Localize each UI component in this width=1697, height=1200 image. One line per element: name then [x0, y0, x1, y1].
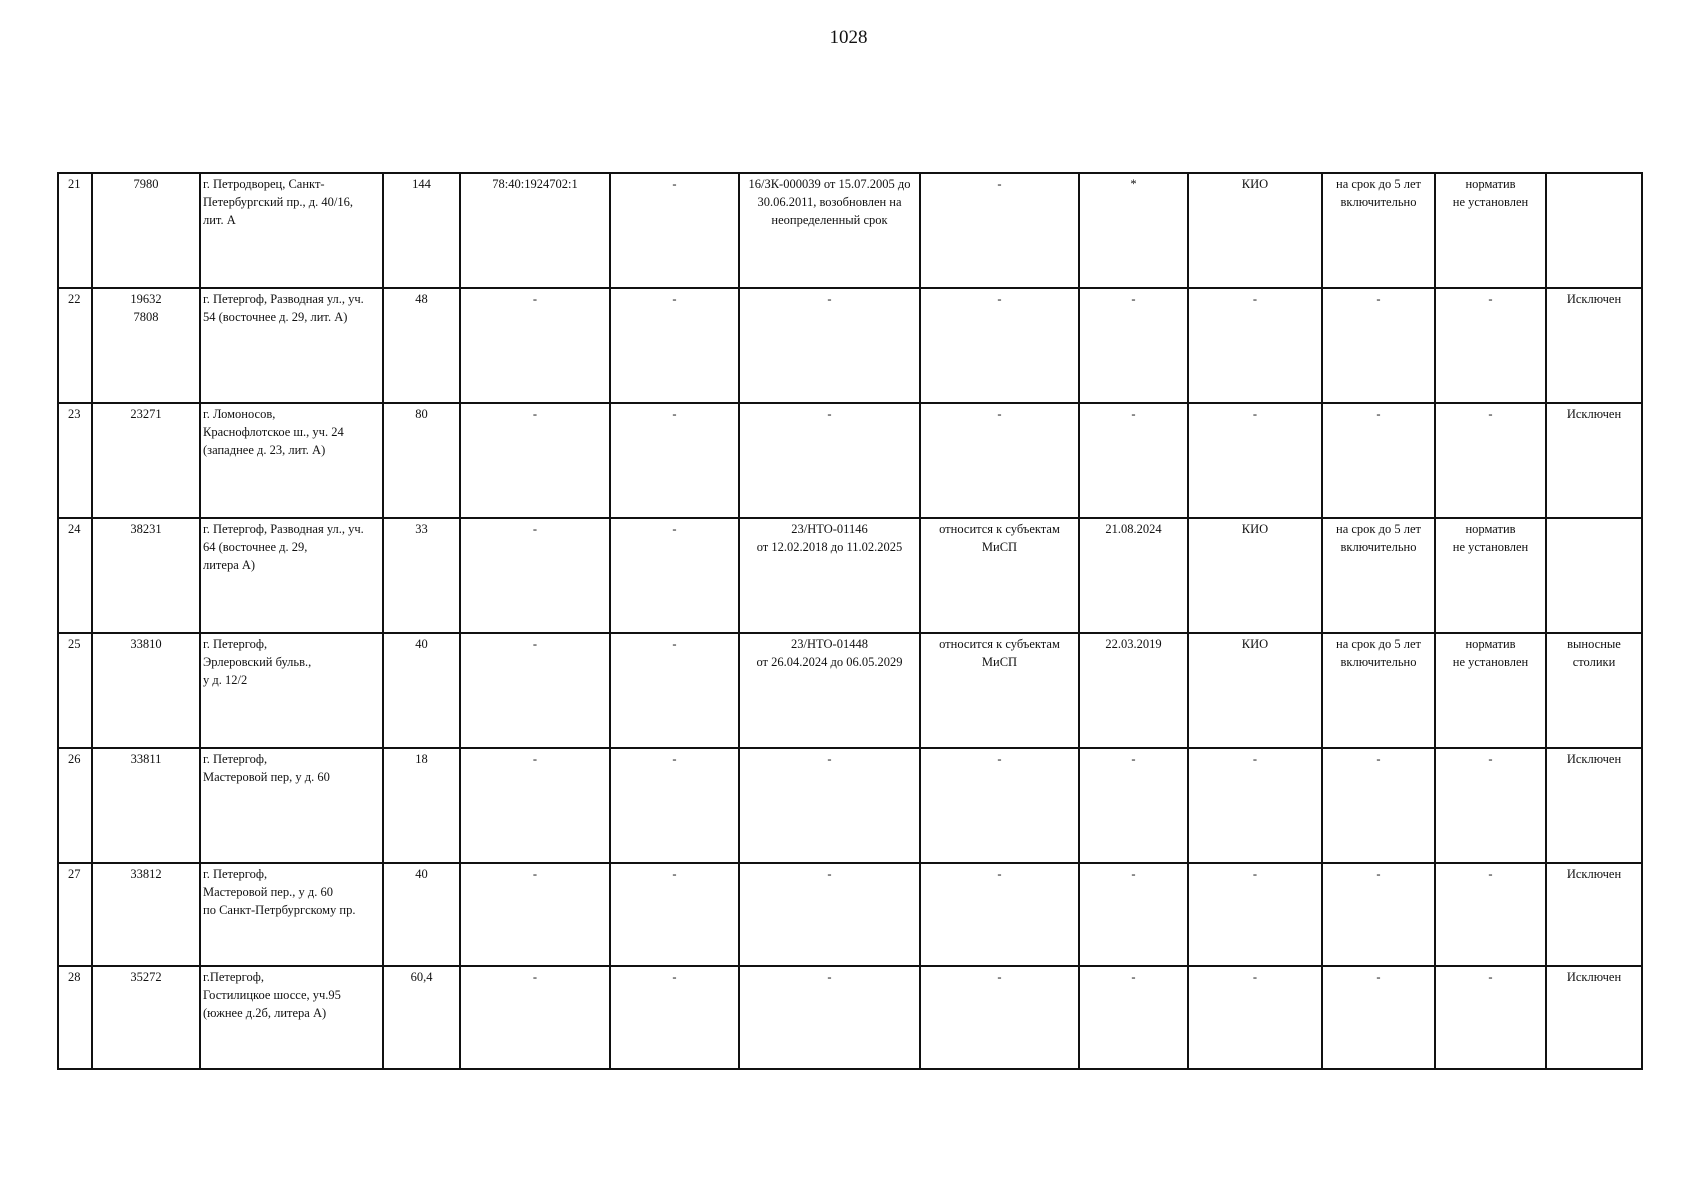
cell-organization-value: - [1252, 752, 1258, 766]
cell-contract-line: от 26.04.2024 до 06.05.2029 [756, 655, 903, 669]
cell-address [200, 966, 383, 1069]
cell-contract-line: 23/НТО-01448 [791, 637, 868, 651]
cell-organization [1188, 748, 1322, 863]
cell-term [1322, 863, 1435, 966]
cell-term-line: на срок до 5 лет [1336, 637, 1421, 651]
cell-date [1079, 403, 1188, 518]
cell-area-value: 33 [415, 522, 428, 536]
cell-organization-value: КИО [1241, 177, 1269, 191]
cell-area [383, 633, 460, 748]
cell-standard-line: - [1488, 867, 1493, 881]
cell-organization [1188, 863, 1322, 966]
table-row [58, 863, 1642, 966]
cell-date-value: 22.03.2019 [1105, 637, 1162, 651]
cell-area-value: 40 [415, 637, 428, 651]
cell-note-line: Исключен [1566, 867, 1622, 881]
cell-area-value: 144 [412, 177, 431, 191]
cell-address-line: по Санкт-Петрбургскому пр. [203, 903, 356, 917]
cell-area-value: 18 [415, 752, 428, 766]
cell-object-id-line: 23271 [130, 407, 162, 421]
cell-cadastral-number [460, 288, 610, 403]
cell-date-value: - [1131, 292, 1136, 306]
cell-organization [1188, 966, 1322, 1069]
cell-address-line: г. Петергоф, [203, 752, 268, 766]
cell-smsp-status-line: - [997, 407, 1002, 421]
cell-organization-value: - [1252, 407, 1258, 421]
cell-smsp-status-line: МиСП [981, 655, 1018, 669]
cell-standard-line: - [1488, 970, 1493, 984]
cell-contract [739, 403, 920, 518]
table-row [58, 518, 1642, 633]
cell-smsp-status-line: - [997, 177, 1002, 191]
cell-contract [739, 863, 920, 966]
cell-standard [1435, 403, 1546, 518]
cell-area [383, 403, 460, 518]
cell-address [200, 403, 383, 518]
cell-address-line: Мастеровой пер., у д. 60 [203, 885, 333, 899]
cell-organization-value: - [1252, 292, 1258, 306]
cell-address-line: г. Петергоф, Разводная ул., уч. [203, 292, 364, 306]
cell-contract-line: - [827, 970, 832, 984]
cell-date [1079, 633, 1188, 748]
cell-contract [739, 748, 920, 863]
cell-row-number [58, 173, 92, 288]
cell-smsp-status [920, 403, 1079, 518]
cell-column-6-value: - [672, 970, 677, 984]
table-row [58, 633, 1642, 748]
cell-object-id-line: 33811 [130, 752, 162, 766]
cell-address-line: у д. 12/2 [203, 673, 248, 687]
table-row [58, 403, 1642, 518]
cell-term-line: - [1376, 867, 1381, 881]
table-row [58, 748, 1642, 863]
cell-organization-value: - [1252, 970, 1258, 984]
cell-smsp-status [920, 518, 1079, 633]
cell-object-id [92, 403, 200, 518]
cell-row-number-value: 28 [68, 970, 81, 984]
cell-object-id [92, 748, 200, 863]
cell-address [200, 288, 383, 403]
cell-standard [1435, 518, 1546, 633]
table-row [58, 288, 1642, 403]
cell-smsp-status-line: МиСП [981, 540, 1018, 554]
cell-row-number-value: 24 [68, 522, 81, 536]
cell-organization-value: КИО [1241, 637, 1269, 651]
cell-smsp-status [920, 173, 1079, 288]
cell-address-line: г. Петродворец, Санкт- [203, 177, 325, 191]
cell-cadastral-number-value: - [532, 407, 538, 421]
cell-note-line: столики [1572, 655, 1616, 669]
cell-standard-line: - [1488, 292, 1493, 306]
cell-date-value: - [1131, 970, 1136, 984]
cell-standard [1435, 966, 1546, 1069]
cell-term-line: на срок до 5 лет [1336, 522, 1421, 536]
cell-smsp-status-line: относится к субъектам [939, 522, 1060, 536]
cell-term-line: включительно [1340, 540, 1417, 554]
cell-area [383, 863, 460, 966]
cell-term [1322, 633, 1435, 748]
cell-column-6 [610, 173, 739, 288]
cell-standard [1435, 633, 1546, 748]
cell-column-6 [610, 863, 739, 966]
cell-date-value: - [1131, 752, 1136, 766]
cell-column-6-value: - [672, 522, 677, 536]
cell-date [1079, 173, 1188, 288]
cell-cadastral-number-value: - [532, 637, 538, 651]
cell-contract-line: 30.06.2011, возобновлен на [757, 195, 902, 209]
cell-row-number [58, 403, 92, 518]
cell-term [1322, 966, 1435, 1069]
cell-object-id [92, 633, 200, 748]
cell-standard-line: норматив [1465, 177, 1516, 191]
cell-row-number-value: 21 [68, 177, 81, 191]
cell-address-line: (южнее д.2б, литера А) [203, 1006, 327, 1020]
cell-term-line: - [1376, 970, 1381, 984]
cell-smsp-status [920, 966, 1079, 1069]
cell-note-line: Исключен [1566, 752, 1622, 766]
cell-area [383, 518, 460, 633]
cell-standard [1435, 173, 1546, 288]
cell-note [1546, 288, 1642, 403]
registry-table-body [58, 173, 1642, 1069]
registry-table [57, 172, 1643, 1070]
cell-object-id-line: 33812 [130, 867, 162, 881]
cell-date [1079, 288, 1188, 403]
cell-area [383, 288, 460, 403]
cell-organization [1188, 633, 1322, 748]
cell-standard-line: - [1488, 407, 1493, 421]
cell-organization-value: КИО [1241, 522, 1269, 536]
cell-address-line: Петербургский пр., д. 40/16, [203, 195, 353, 209]
cell-term [1322, 403, 1435, 518]
cell-column-6-value: - [672, 407, 677, 421]
cell-column-6-value: - [672, 292, 677, 306]
cell-row-number [58, 518, 92, 633]
table-row [58, 173, 1642, 288]
cell-standard [1435, 748, 1546, 863]
cell-cadastral-number [460, 173, 610, 288]
cell-cadastral-number-value: - [532, 522, 538, 536]
cell-note-line: выносные [1567, 637, 1621, 651]
cell-smsp-status [920, 863, 1079, 966]
cell-smsp-status-line: - [997, 867, 1002, 881]
cell-term [1322, 288, 1435, 403]
cell-address-line: 64 (восточнее д. 29, [203, 540, 308, 554]
cell-address-line: лит. А [203, 213, 236, 227]
cell-date [1079, 966, 1188, 1069]
cell-standard-line: не установлен [1452, 195, 1529, 209]
cell-column-6 [610, 633, 739, 748]
cell-smsp-status [920, 288, 1079, 403]
cell-note [1546, 403, 1642, 518]
cell-contract [739, 518, 920, 633]
cell-column-6 [610, 748, 739, 863]
cell-contract [739, 966, 920, 1069]
cell-contract-line: 23/НТО-01146 [791, 522, 868, 536]
cell-organization [1188, 403, 1322, 518]
cell-cadastral-number-value: - [532, 292, 538, 306]
cell-organization [1188, 288, 1322, 403]
cell-term-line: - [1376, 292, 1381, 306]
cell-object-id [92, 518, 200, 633]
cell-row-number-value: 27 [68, 867, 81, 881]
cell-cadastral-number [460, 633, 610, 748]
cell-contract [739, 633, 920, 748]
cell-area-value: 40 [415, 867, 428, 881]
cell-contract-line: 16/ЗК-000039 от 15.07.2005 до [748, 177, 911, 191]
cell-object-id [92, 863, 200, 966]
cell-cadastral-number [460, 748, 610, 863]
cell-object-id-line: 7980 [133, 177, 159, 191]
cell-note-line: Исключен [1566, 970, 1622, 984]
cell-object-id-line: 7808 [133, 310, 159, 324]
cell-column-6-value: - [672, 177, 677, 191]
cell-address-line: г. Петергоф, [203, 637, 268, 651]
cell-note-line: Исключен [1566, 292, 1622, 306]
cell-note [1546, 518, 1642, 633]
cell-address-line: г.Петергоф, [203, 970, 264, 984]
cell-organization [1188, 173, 1322, 288]
cell-object-id [92, 966, 200, 1069]
cell-row-number [58, 633, 92, 748]
cell-smsp-status [920, 633, 1079, 748]
cell-address-line: Гостилицкое шоссе, уч.95 [203, 988, 341, 1002]
cell-area-value: 60,4 [410, 970, 433, 984]
cell-object-id-line: 33810 [130, 637, 162, 651]
cell-standard [1435, 863, 1546, 966]
cell-smsp-status-line: - [997, 970, 1002, 984]
cell-address [200, 518, 383, 633]
cell-smsp-status-line: относится к субъектам [939, 637, 1060, 651]
cell-address-line: г. Ломоносов, [203, 407, 276, 421]
cell-standard-line: норматив [1465, 522, 1516, 536]
cell-term [1322, 748, 1435, 863]
cell-date-value: - [1131, 867, 1136, 881]
cell-standard-line: не установлен [1452, 540, 1529, 554]
cell-address-line: литера А) [203, 558, 256, 572]
cell-organization [1188, 518, 1322, 633]
cell-row-number [58, 966, 92, 1069]
cell-address-line: г. Петергоф, Разводная ул., уч. [203, 522, 364, 536]
cell-contract-line: - [827, 407, 832, 421]
cell-organization-value: - [1252, 867, 1258, 881]
cell-row-number-value: 22 [68, 292, 81, 306]
cell-address [200, 863, 383, 966]
cell-row-number [58, 288, 92, 403]
cell-date [1079, 748, 1188, 863]
cell-note [1546, 863, 1642, 966]
cell-note-line: Исключен [1566, 407, 1622, 421]
cell-note [1546, 966, 1642, 1069]
cell-cadastral-number [460, 518, 610, 633]
cell-address-line: Мастеровой пер, у д. 60 [203, 770, 330, 784]
cell-date [1079, 863, 1188, 966]
cell-address [200, 633, 383, 748]
cell-cadastral-number [460, 403, 610, 518]
cell-column-6 [610, 518, 739, 633]
cell-contract-line: - [827, 292, 832, 306]
cell-address-line: Краснофлотское ш., уч. 24 [203, 425, 344, 439]
cell-date [1079, 518, 1188, 633]
cell-term-line: включительно [1340, 195, 1417, 209]
cell-row-number-value: 23 [68, 407, 81, 421]
cell-address-line: 54 (восточнее д. 29, лит. А) [203, 310, 348, 324]
cell-row-number [58, 863, 92, 966]
cell-area-value: 80 [415, 407, 428, 421]
cell-cadastral-number [460, 863, 610, 966]
cell-column-6 [610, 966, 739, 1069]
cell-column-6-value: - [672, 867, 677, 881]
cell-column-6 [610, 288, 739, 403]
cell-term-line: - [1376, 407, 1381, 421]
cell-cadastral-number-value: - [532, 752, 538, 766]
cell-address [200, 173, 383, 288]
table-row [58, 966, 1642, 1069]
cell-contract [739, 173, 920, 288]
cell-contract [739, 288, 920, 403]
cell-address [200, 748, 383, 863]
cell-object-id [92, 173, 200, 288]
cell-column-6-value: - [672, 637, 677, 651]
cell-cadastral-number-value: - [532, 970, 538, 984]
cell-contract-line: - [827, 752, 832, 766]
cell-row-number-value: 26 [68, 752, 81, 766]
page-number: 1028 [829, 27, 868, 48]
cell-cadastral-number-value: - [532, 867, 538, 881]
cell-column-6-value: - [672, 752, 677, 766]
cell-date-value: - [1131, 407, 1136, 421]
cell-term [1322, 173, 1435, 288]
cell-term-line: на срок до 5 лет [1336, 177, 1421, 191]
cell-term-line: включительно [1340, 655, 1417, 669]
cell-address-line: (западнее д. 23, лит. А) [203, 443, 326, 457]
cell-object-id-line: 19632 [130, 292, 162, 306]
cell-row-number-value: 25 [68, 637, 81, 651]
cell-smsp-status-line: - [997, 292, 1002, 306]
cell-standard-line: норматив [1465, 637, 1516, 651]
cell-standard-line: не установлен [1452, 655, 1529, 669]
cell-contract-line: от 12.02.2018 до 11.02.2025 [756, 540, 903, 554]
cell-contract-line: неопределенный срок [771, 213, 888, 227]
cell-smsp-status [920, 748, 1079, 863]
cell-cadastral-number [460, 966, 610, 1069]
cell-address-line: г. Петергоф, [203, 867, 268, 881]
cell-date-value: 21.08.2024 [1105, 522, 1162, 536]
cell-standard [1435, 288, 1546, 403]
cell-row-number [58, 748, 92, 863]
cell-column-6 [610, 403, 739, 518]
cell-cadastral-number-value: 78:40:1924702:1 [492, 177, 578, 191]
cell-term-line: - [1376, 752, 1381, 766]
cell-contract-line: - [827, 867, 832, 881]
cell-object-id-line: 35272 [130, 970, 162, 984]
cell-note [1546, 748, 1642, 863]
cell-standard-line: - [1488, 752, 1493, 766]
cell-address-line: Эрлеровский бульв., [203, 655, 312, 669]
cell-term [1322, 518, 1435, 633]
cell-area-value: 48 [415, 292, 428, 306]
cell-smsp-status-line: - [997, 752, 1002, 766]
cell-area [383, 966, 460, 1069]
cell-area [383, 173, 460, 288]
cell-area [383, 748, 460, 863]
cell-date-value: * [1130, 177, 1137, 191]
cell-note [1546, 173, 1642, 288]
cell-object-id-line: 38231 [130, 522, 162, 536]
cell-note [1546, 633, 1642, 748]
cell-object-id [92, 288, 200, 403]
